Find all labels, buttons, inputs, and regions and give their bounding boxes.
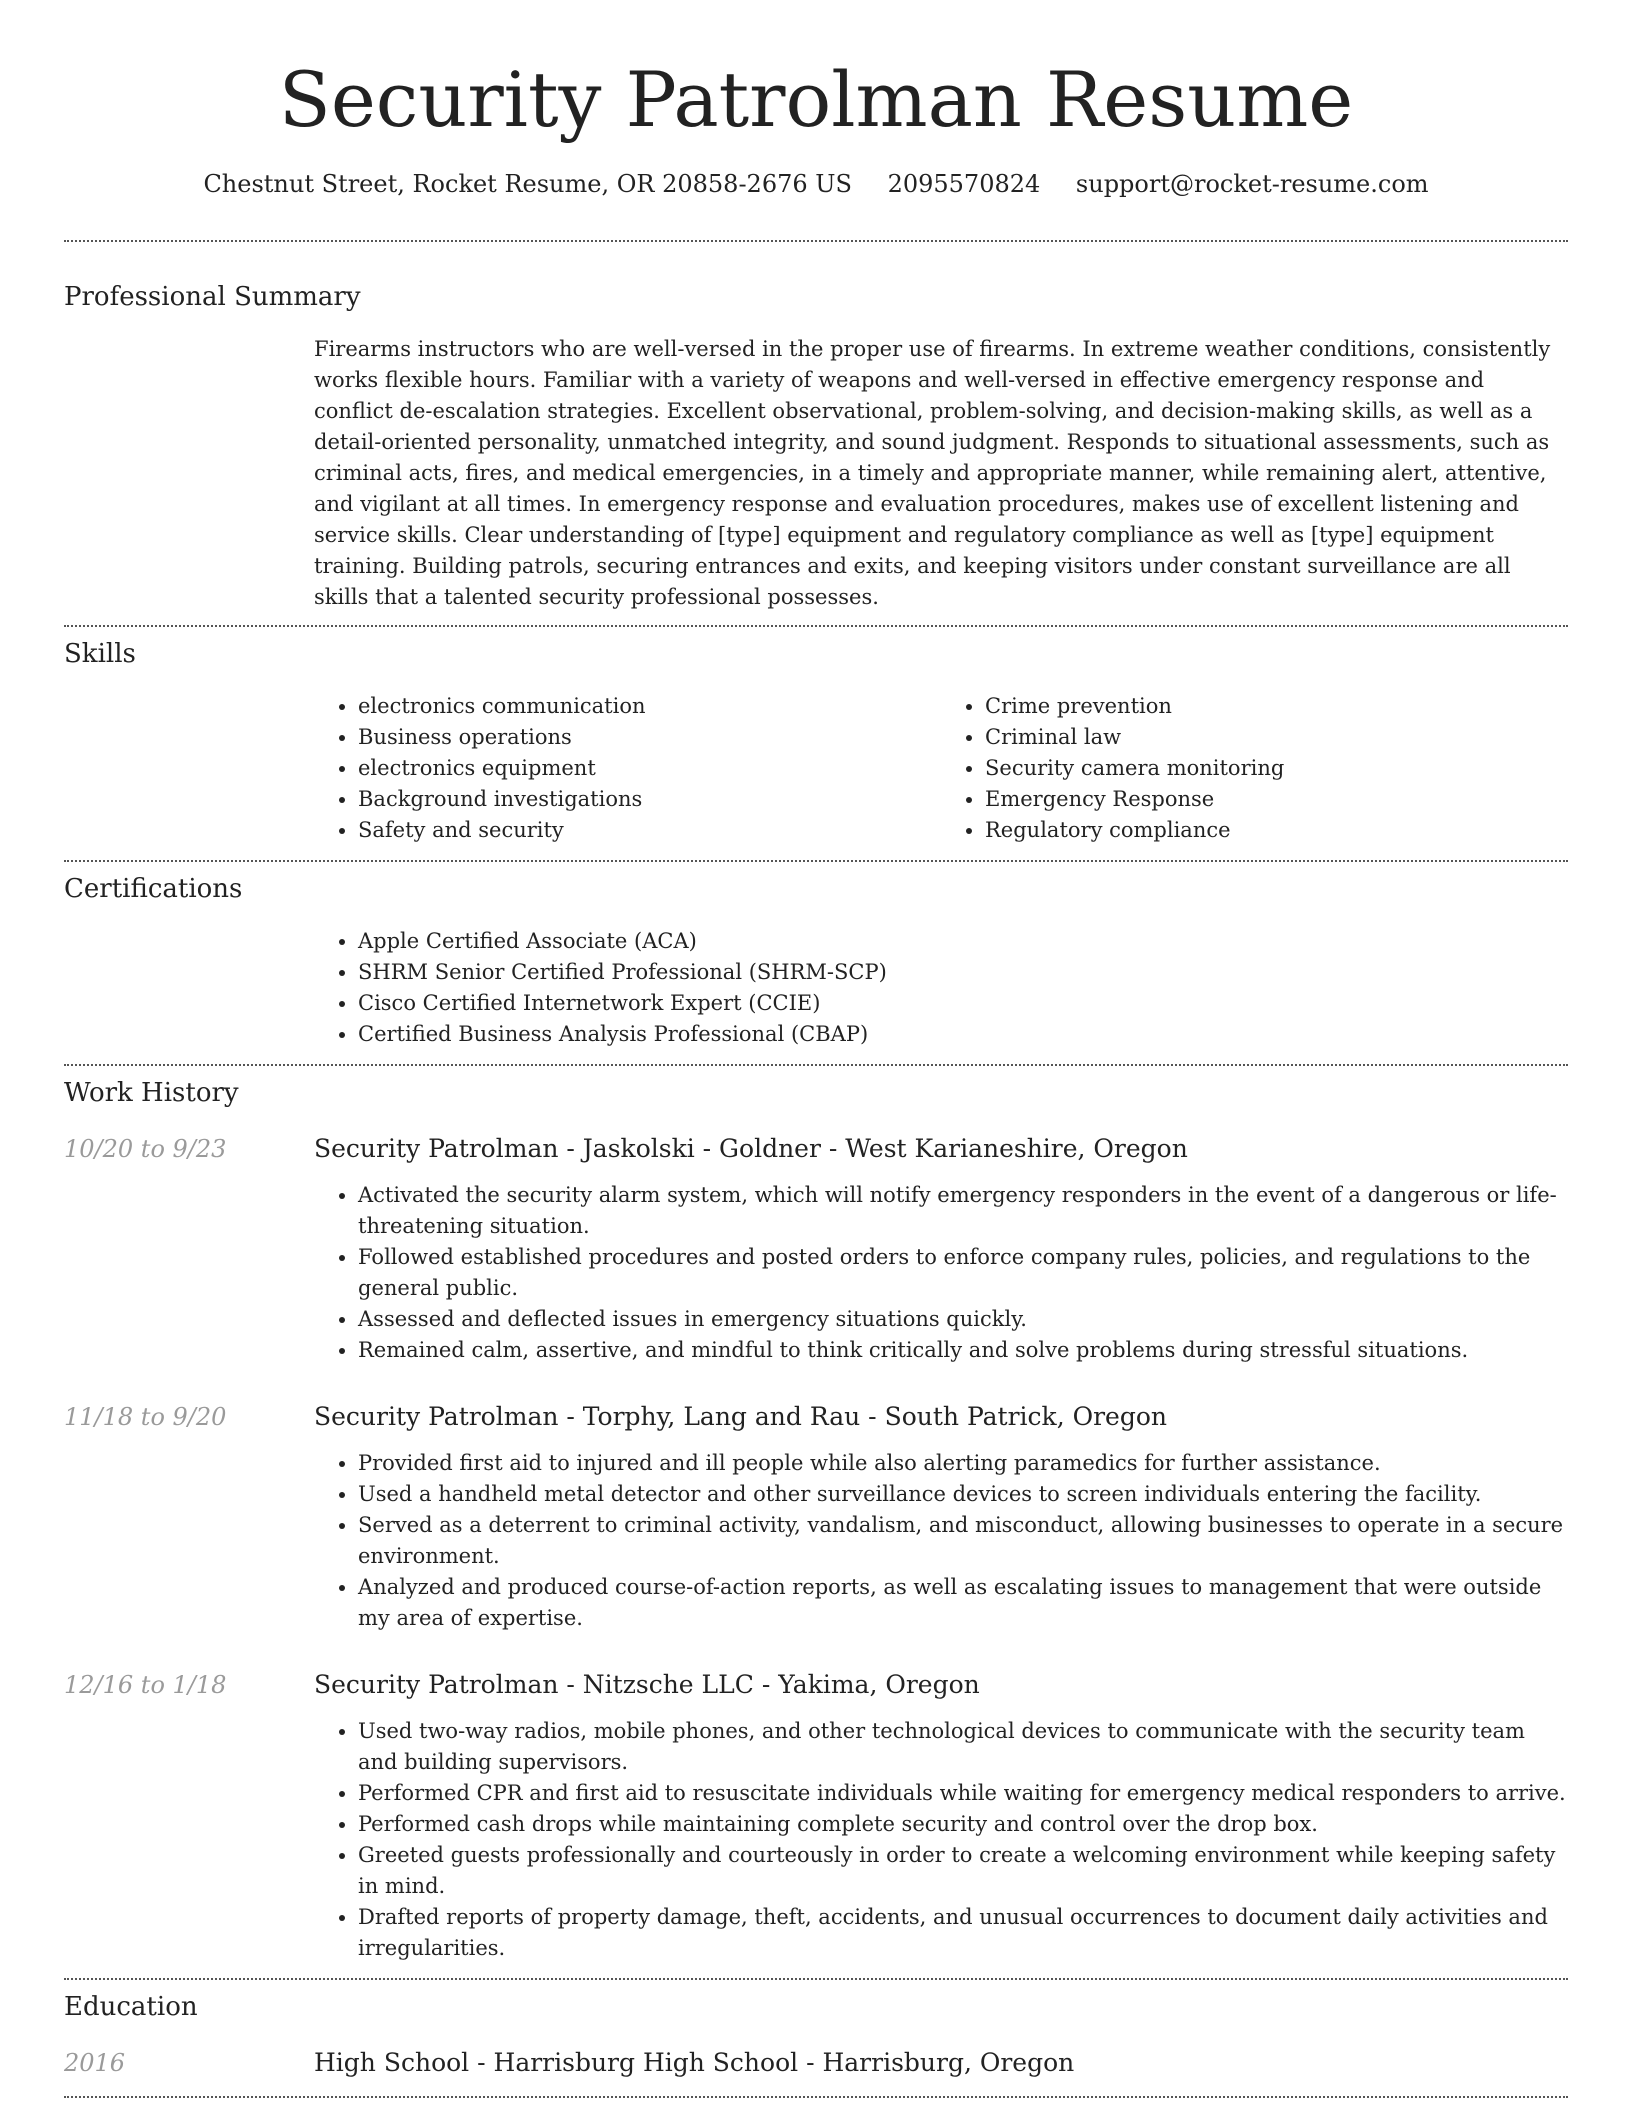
contact-line: [64, 168, 1568, 200]
divider: [64, 2096, 1568, 2098]
job-entry: [64, 1132, 1568, 1366]
job-title: Security Patrolman - Torphy, Lang and Rau - South Patrick, Oregon: [314, 1402, 1167, 1431]
list-item: • Regulatory compliance: [985, 815, 1568, 846]
skills-list-left: [314, 691, 941, 846]
resume-name: Security Patrolman Resume: [278, 55, 1354, 144]
list-item: • Drafted reports of property damage, theft, accidents, and unusual occurrences to document daily activities and irregularities.: [358, 1902, 1568, 1964]
list-item: • electronics communication: [358, 691, 941, 722]
list-item: • Used two-way radios, mobile phones, and other technological devices to communicate with the security team and building supervisors.: [358, 1716, 1568, 1778]
list-item: • Followed established procedures and posted orders to enforce company rules, policies, and regulations to the general public.: [358, 1242, 1568, 1304]
list-item: • Criminal law: [985, 722, 1568, 753]
skills-list-right: [941, 691, 1568, 846]
education-entry: [64, 2046, 1568, 2080]
list-item: • Assessed and deflected issues in emergency situations quickly.: [358, 1304, 1568, 1335]
job-bullets: [314, 1448, 1568, 1634]
list-item: • SHRM Senior Certified Professional (SHRM-SCP): [358, 957, 1568, 988]
job-bullets: [314, 1716, 1568, 1964]
contact-address: Chestnut Street, Rocket Resume, OR 20858-2676 US: [203, 170, 852, 198]
summary-heading: Professional Summary: [64, 282, 361, 312]
job-date: 12/16 to 1/18: [64, 1671, 227, 1699]
education-heading: Education: [64, 1992, 198, 2022]
list-item: • Provided first aid to injured and ill people while also alerting paramedics for further assistance.: [358, 1448, 1568, 1479]
work-history-section: [64, 1076, 1568, 1964]
education-date: 2016: [64, 2049, 126, 2077]
divider: [64, 1064, 1568, 1066]
list-item: • Performed cash drops while maintaining complete security and control over the drop box.: [358, 1809, 1568, 1840]
contact-email: support@rocket-resume.com: [1075, 170, 1429, 198]
education-section: [64, 1990, 1568, 2080]
list-item: • Crime prevention: [985, 691, 1568, 722]
job-date: 11/18 to 9/20: [64, 1403, 227, 1431]
list-item: • Safety and security: [358, 815, 941, 846]
summary-section: [64, 280, 1568, 613]
job-title: Security Patrolman - Jaskolski - Goldner - West Karianeshire, Oregon: [314, 1134, 1188, 1163]
divider: [64, 240, 1568, 242]
skills-heading: Skills: [64, 639, 136, 669]
job-entry: [64, 1400, 1568, 1634]
resume-header: [64, 0, 1568, 200]
divider: [64, 1978, 1568, 1980]
list-item: • Activated the security alarm system, which will notify emergency responders in the event of a dangerous or life-threatening situation.: [358, 1180, 1568, 1242]
summary-text: Firearms instructors who are well-versed in the proper use of firearms. In extreme weather conditions, consistently works flexible hours. Familiar with a variety of weapons and well-versed in effective emergency response and conflict de-escalation strategies. Excellent observational, problem-solving, and decision-making skills, as well as a detail-oriented personality, unmatched integrity, and sound judgment. Responds to situational assessments, such as criminal acts, fires, and medical emergencies, in a timely and appropriate manner, while remaining alert, attentive, and vigilant at all times. In emergency response and evaluation procedures, makes use of excellent listening and service skills. Clear understanding of [type] equipment and regulatory compliance as well as [type] equipment training. Building patrols, securing entrances and exits, and keeping visitors under constant surveillance are all skills that a talented security professional possesses.: [314, 337, 1551, 609]
divider: [64, 860, 1568, 862]
job-entry: [64, 1668, 1568, 1964]
list-item: • Served as a deterrent to criminal activity, vandalism, and misconduct, allowing businesses to operate in a secure environment.: [358, 1510, 1568, 1572]
resume-page: [64, 0, 1568, 2098]
list-item: • electronics equipment: [358, 753, 941, 784]
certifications-heading: Certifications: [64, 874, 243, 904]
skills-section: [64, 637, 1568, 846]
list-item: • Cisco Certified Internetwork Expert (CCIE): [358, 988, 1568, 1019]
list-item: • Analyzed and produced course-of-action reports, as well as escalating issues to management that were outside my area of expertise.: [358, 1572, 1568, 1634]
certifications-list: [314, 926, 1568, 1050]
job-title: Security Patrolman - Nitzsche LLC - Yakima, Oregon: [314, 1670, 980, 1699]
work-history-heading: Work History: [64, 1078, 239, 1108]
list-item: • Used a handheld metal detector and other surveillance devices to screen individuals entering the facility.: [358, 1479, 1568, 1510]
list-item: • Background investigations: [358, 784, 941, 815]
list-item: • Security camera monitoring: [985, 753, 1568, 784]
skills-grid: [314, 691, 1568, 846]
list-item: • Emergency Response: [985, 784, 1568, 815]
list-item: • Apple Certified Associate (ACA): [358, 926, 1568, 957]
list-item: • Remained calm, assertive, and mindful to think critically and solve problems during stressful situations.: [358, 1335, 1568, 1366]
list-item: • Certified Business Analysis Professional (CBAP): [358, 1019, 1568, 1050]
list-item: • Business operations: [358, 722, 941, 753]
divider: [64, 625, 1568, 627]
list-item: • Greeted guests professionally and courteously in order to create a welcoming environment while keeping safety in mind.: [358, 1840, 1568, 1902]
job-date: 10/20 to 9/23: [64, 1135, 227, 1163]
contact-phone: 2095570824: [887, 170, 1041, 198]
list-item: • Performed CPR and first aid to resuscitate individuals while waiting for emergency medical responders to arrive.: [358, 1778, 1568, 1809]
education-title: High School - Harrisburg High School - Harrisburg, Oregon: [314, 2048, 1075, 2077]
job-bullets: [314, 1180, 1568, 1366]
certifications-section: [64, 872, 1568, 1050]
